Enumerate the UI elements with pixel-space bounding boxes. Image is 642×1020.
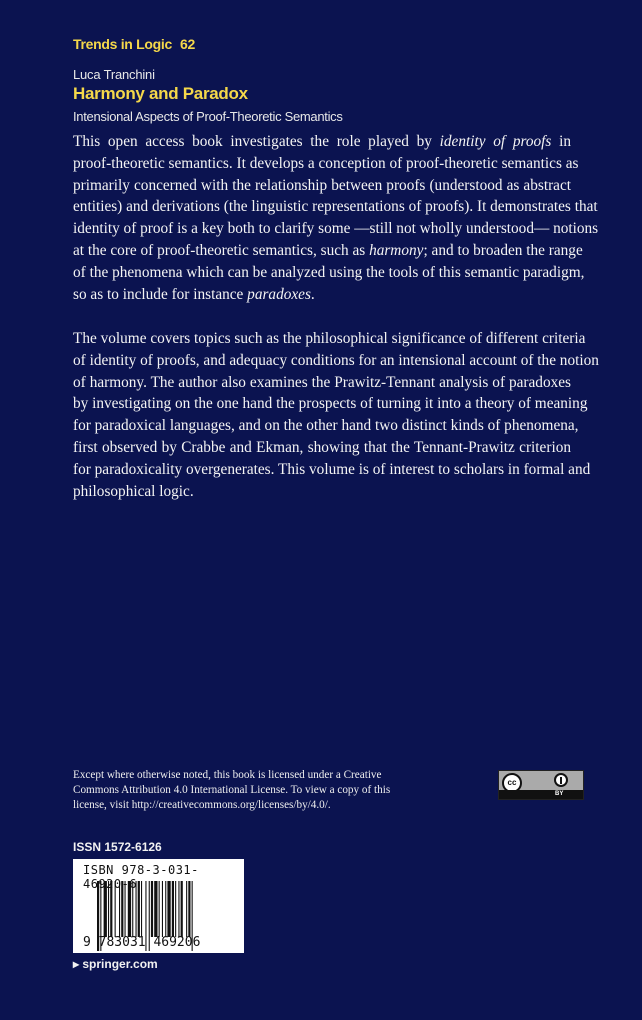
text-segment: of the phenomena which can be analyzed using the tools of this semantic paradigm, bbox=[73, 263, 585, 281]
blurb-paragraph-2 bbox=[73, 328, 599, 502]
text-line bbox=[73, 393, 588, 415]
text-segment: for paradoxical languages, and on the other hand two distinct kinds of phenomena, bbox=[73, 417, 579, 435]
text-line bbox=[73, 240, 583, 262]
text-line bbox=[73, 153, 579, 175]
text-line bbox=[73, 415, 579, 437]
text-line bbox=[73, 218, 599, 240]
text-segment: entities) and derivations (the linguistic representations of proofs). It demonstrates that bbox=[73, 198, 598, 216]
text-segment: identity of proof is a key both to clarify some —still not wholly understood— notions bbox=[73, 220, 599, 238]
emphasized-text: paradoxes bbox=[247, 285, 311, 303]
text-segment: of harmony. The author also examines the Prawitz-Tennant analysis of paradoxes bbox=[73, 373, 571, 391]
book-title: Harmony and Paradox bbox=[73, 84, 248, 103]
cc-icon: cc bbox=[502, 773, 522, 793]
text-segment: by investigating on the one hand the prospects of turning it into a theory of meaning bbox=[73, 395, 588, 413]
text-line bbox=[73, 437, 571, 459]
badge-bottom-bar bbox=[499, 790, 583, 799]
isbn-barcode bbox=[73, 859, 244, 953]
text-segment: . bbox=[310, 285, 315, 303]
text-line bbox=[73, 131, 571, 153]
text-line bbox=[73, 196, 598, 218]
text-line bbox=[73, 284, 571, 306]
website-text[interactable]: springer.com bbox=[82, 957, 158, 971]
text-segment: This open access book investigates the role played by bbox=[73, 133, 440, 150]
text-line bbox=[73, 372, 571, 394]
text-segment: ; and to broaden the range bbox=[423, 241, 583, 259]
text-segment: for paradoxicality overgenerates. This volume is of interest to scholars in formal and bbox=[73, 460, 591, 478]
attribution-person-icon bbox=[554, 773, 568, 787]
publisher-website[interactable]: ▸ springer.com bbox=[73, 957, 158, 971]
license-line: license, visit http://creativecommons.org/licenses/by/4.0/. bbox=[73, 799, 331, 811]
text-line bbox=[73, 459, 591, 481]
blurb-paragraph-1 bbox=[73, 131, 599, 305]
text-line bbox=[73, 328, 586, 350]
text-line bbox=[73, 350, 599, 372]
emphasized-text: identity of proofs bbox=[439, 133, 552, 150]
text-segment: primarily concerned with the relationship between proofs (understood as abstract bbox=[73, 176, 571, 194]
isbn-text: ISBN 978-3-031-46920-6 bbox=[83, 863, 199, 891]
series-number: 62 bbox=[179, 36, 195, 52]
text-segment: of identity of proofs, and adequacy conditions for an intensional account of the notion bbox=[73, 351, 599, 369]
series-title bbox=[73, 36, 195, 52]
license-notice bbox=[73, 768, 433, 813]
text-segment: The volume covers topics such as the philosophical significance of different criteria bbox=[73, 330, 586, 347]
text-segment: in bbox=[551, 133, 571, 150]
issn: ISSN 1572-6126 bbox=[73, 840, 162, 854]
author-name: Luca Tranchini bbox=[73, 67, 155, 82]
text-line bbox=[73, 262, 585, 284]
text-segment: so as to include for instance bbox=[73, 285, 248, 303]
text-segment: proof-theoretic semantics. It develops a conception of proof-theoretic semantics as bbox=[73, 154, 579, 172]
text-line bbox=[73, 481, 571, 503]
text-segment: philosophical logic. bbox=[73, 482, 194, 500]
text-segment: at the core of proof-theoretic semantics, such as bbox=[73, 241, 370, 259]
text-segment: first observed by Crabbe and Ekman, showing that the Tennant-Prawitz criterion bbox=[73, 438, 571, 456]
license-line: Except where otherwise noted, this book is licensed under a Creative bbox=[73, 769, 382, 781]
license-line: Commons Attribution 4.0 International License. To view a copy of this bbox=[73, 784, 391, 796]
book-subtitle: Intensional Aspects of Proof-Theoretic Semantics bbox=[73, 109, 343, 124]
by-label: BY bbox=[555, 791, 564, 797]
series-name: Trends in Logic bbox=[73, 36, 172, 52]
barcode-digits: 9 783031 469206 bbox=[83, 935, 201, 950]
emphasized-text: harmony bbox=[369, 241, 424, 259]
cc-by-badge bbox=[498, 770, 584, 800]
text-line bbox=[73, 175, 571, 197]
